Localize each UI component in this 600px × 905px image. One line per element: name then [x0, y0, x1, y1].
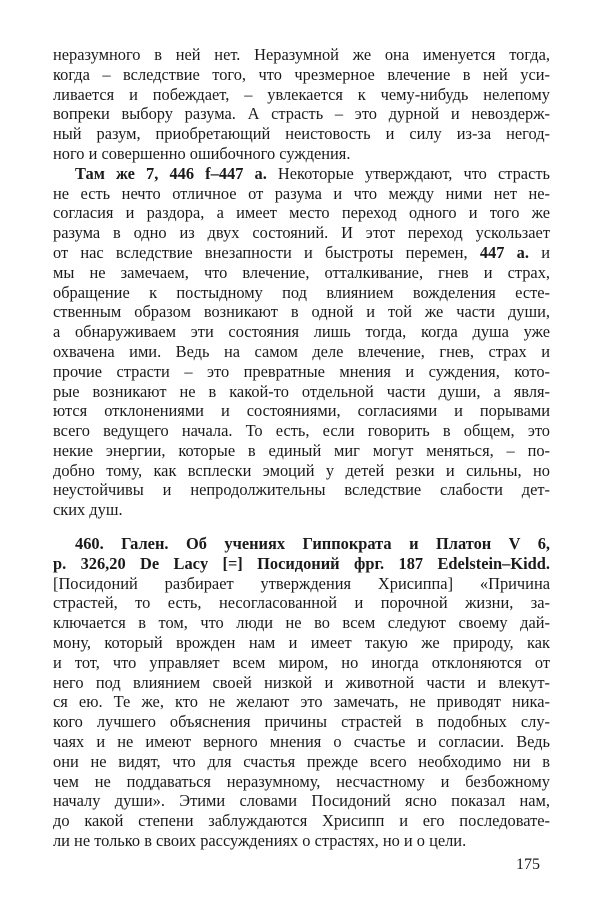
text-line: кого лучшего объяснения причины страстей в подобных слу- — [53, 712, 550, 731]
text-line: от нас вследствие внезапности и быстроты перемен, 447 a. и — [53, 243, 550, 262]
text-line: ливается и побеждает, – увлекается к чему-нибудь нелепому — [53, 85, 550, 104]
text-line: рые возникают не в какой-то отдельной части души, а явля- — [53, 382, 550, 401]
page-number: 175 — [516, 856, 540, 873]
text-line: а обнаруживаем эти состояния лишь тогда, когда душа уже — [53, 322, 550, 341]
text-line: добно тому, как всплески эмоций у детей резки и сильны, но — [53, 461, 550, 480]
text-line: обращение к постыдному под влиянием вожделения есте- — [53, 283, 550, 302]
text-line: ся ею. Те же, кто не желают это замечать, не приводят ника- — [53, 692, 550, 711]
source-reference: Там же 7, 446 f–447 a. — [75, 164, 267, 183]
text-line: ного и совершенно ошибочного суждения. — [53, 144, 351, 163]
text-line: мону, который врожден нам и имеет такую же природу, как — [53, 633, 550, 652]
text-line: ских душ. — [53, 500, 123, 519]
text-line: ли не только в своих рассуждениях о страстях, но и о цели. — [53, 831, 467, 850]
fragment-heading: p. 326,20 De Lacy [=] Посидоний фрг. 187 Edelstein–Kidd. — [53, 554, 550, 573]
text-line: чаях и не имеют верного мнения о счастье и согласии. Ведь — [53, 732, 550, 751]
text-line: началу души». Этими словами Посидоний ясно показал нам, — [53, 791, 550, 810]
section-marker: 447 a. — [479, 243, 529, 262]
text-line: мы не замечаем, что влечение, отталкивание, гнев и страх, — [53, 263, 550, 282]
text-line: него под влиянием своей низкой и животной части и влекут- — [53, 673, 550, 692]
text-line: чем не поддаваться неразумному, несчастному и безбожному — [53, 772, 550, 791]
text-line: разума в одно из двух состояний. И этот переход ускользает — [53, 223, 550, 242]
text-line: когда – вследствие того, что чрезмерное влечение в ней уси- — [53, 65, 550, 84]
text-line: ключается в том, что люди не во всем следуют своему дай- — [53, 613, 550, 632]
text-line: страстей, то есть, несогласованной и порочной жизни, за- — [53, 593, 550, 612]
text-line: не есть нечто отличное от разума и что между ними нет не- — [53, 184, 550, 203]
text-line: прочие страсти – это превратные мнения и суждения, кото- — [53, 362, 550, 381]
text-line: они не видят, что для счастья прежде всего необходимо ни в — [53, 752, 550, 771]
fragment-heading: 460. Гален. Об учениях Гиппократа и Платон V 6, — [75, 534, 550, 553]
text-line: вопреки выбору разума. А страсть – это дурной и невоздерж- — [53, 104, 550, 123]
text-line: некие энергии, которые в единый миг могут меняться, – по- — [53, 441, 550, 460]
text-line: Там же 7, 446 f–447 a. Некоторые утверждают, что страсть — [75, 164, 550, 183]
text-line: до какой степени заблуждаются Хрисипп и его последовате- — [53, 811, 550, 830]
text-line: охвачена ими. Ведь на самом деле влечение, гнев, страх и — [53, 342, 550, 361]
text-line: всего ведущего начала. То есть, если говорить в общем, это — [53, 421, 550, 440]
text-line: и тот, что управляет всем миром, но иногда отклоняются от — [53, 653, 550, 672]
text-line: неразумного в ней нет. Неразумной же она именуется тогда, — [53, 45, 550, 64]
text-line: [Посидоний разбирает утверждения Хрисиппа] «Причина — [53, 574, 550, 593]
text-line: неустойчивы и непродолжительны вследствие слабости дет- — [53, 480, 550, 499]
text-line: ются отклонениями и состояниями, согласиями и порывами — [53, 401, 550, 420]
text-line: ственным образом возникают в одной и той же части души, — [53, 302, 550, 321]
text-line: ный разум, приобретающий неистовость и силу из-за негод- — [53, 124, 550, 143]
text-line: согласия и раздора, а имеет место переход одного и того же — [53, 203, 550, 222]
